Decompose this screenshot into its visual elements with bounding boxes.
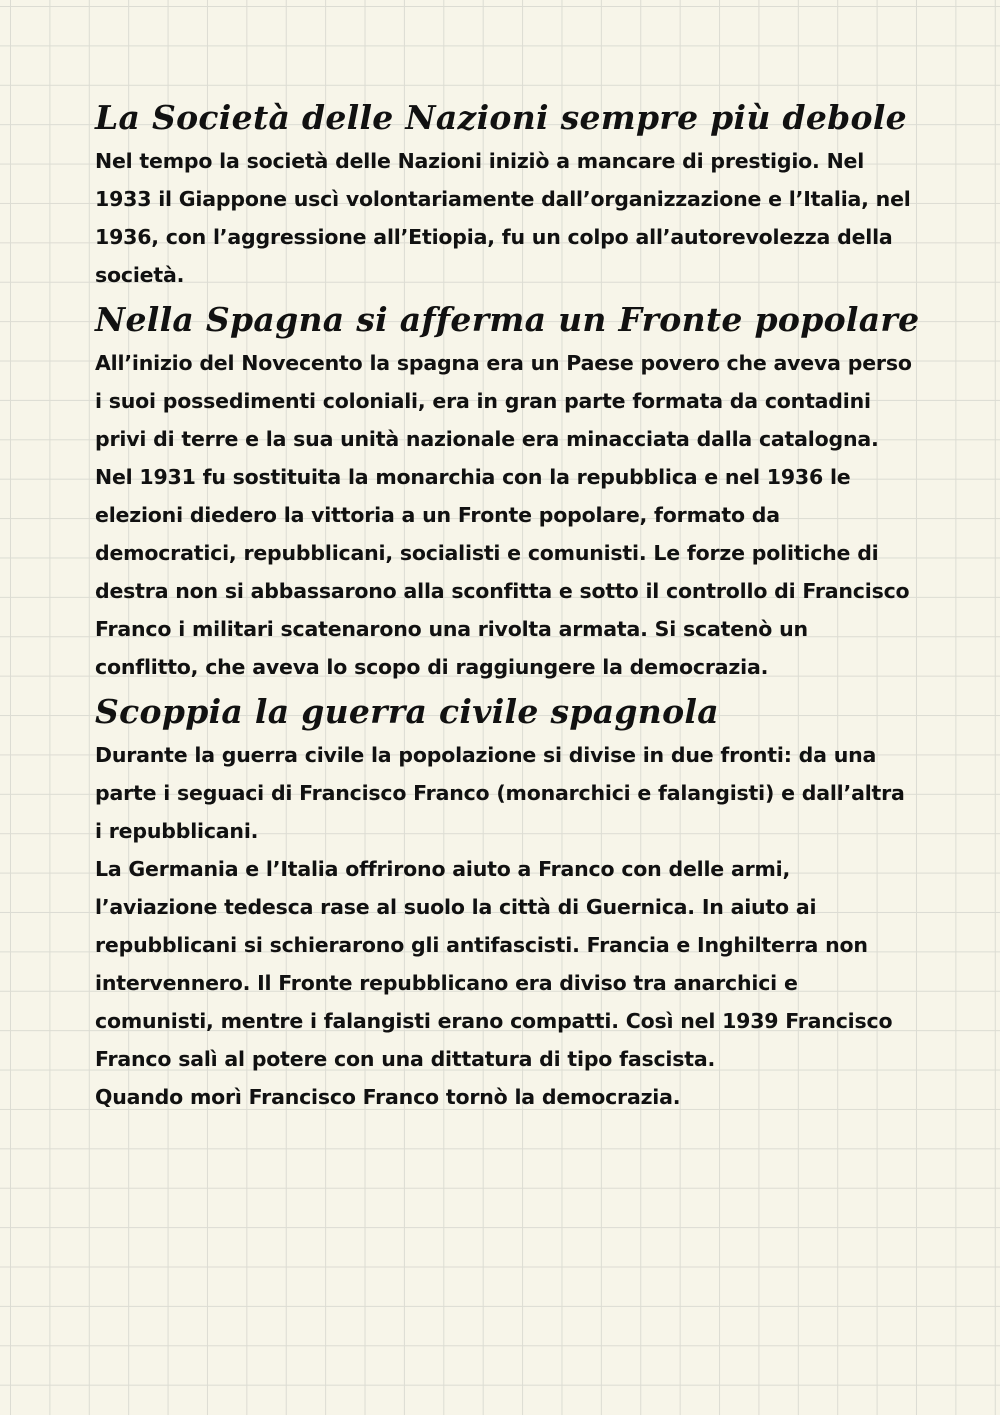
paragraph-democrazia: Quando morì Francisco Franco tornò la democrazia.	[95, 1085, 681, 1109]
paragraph-societa-nazioni: Nel tempo la società delle Nazioni iniziò a mancare di prestigio. Nel 1933 il Giappone uscì volontariamente dall’organizzazione e l’Italia, nel 1936, con l’aggressione all’Etiopia, fu un colpo all’autorevolezza della società.	[95, 149, 911, 287]
paragraph-spagna-novecento: All’inizio del Novecento la spagna era un Paese povero che aveva perso i suoi possedimenti coloniali, era in gran parte formata da contadini privi di terre e la sua unità nazionale era minacciata dalla catalogna.	[95, 351, 912, 451]
paragraph-aiuti-esteri: La Germania e l’Italia offrirono aiuto a Franco con delle armi, l’aviazione tedesca rase al suolo la città di Guernica. In aiuto ai repubblicani si schierarono gli antifascisti. Francia e Inghilterra non intervennero. Il Fronte repubblicano era diviso tra anarchici e comunisti, mentre i falangisti erano compatti. Così nel 1939 Francisco Franco salì al potere con una dittatura di tipo fascista.	[95, 857, 893, 1071]
paragraph-due-fronti: Durante la guerra civile la popolazione si divise in due fronti: da una parte i seguaci di Francisco Franco (monarchici e falangisti) e dall’altra i repubblicani.	[95, 743, 905, 843]
section-title-societa-nazioni: La Società delle Nazioni sempre più debole	[95, 98, 907, 137]
section-title-guerra-civile: Scoppia la guerra civile spagnola	[95, 692, 719, 731]
section-title-fronte-popolare: Nella Spagna si afferma un Fronte popolare	[95, 300, 920, 339]
notes-page	[95, 92, 920, 1116]
paragraph-repubblica-1931: Nel 1931 fu sostituita la monarchia con la repubblica e nel 1936 le elezioni diedero la vittoria a un Fronte popolare, formato da democratici, repubblicani, socialisti e comunisti. Le forze politiche di destra non si abbassarono alla sconfitta e sotto il controllo di Francisco Franco i militari scatenarono una rivolta armata. Si scatenò un conflitto, che aveva lo scopo di raggiungere la democrazia.	[95, 465, 910, 679]
